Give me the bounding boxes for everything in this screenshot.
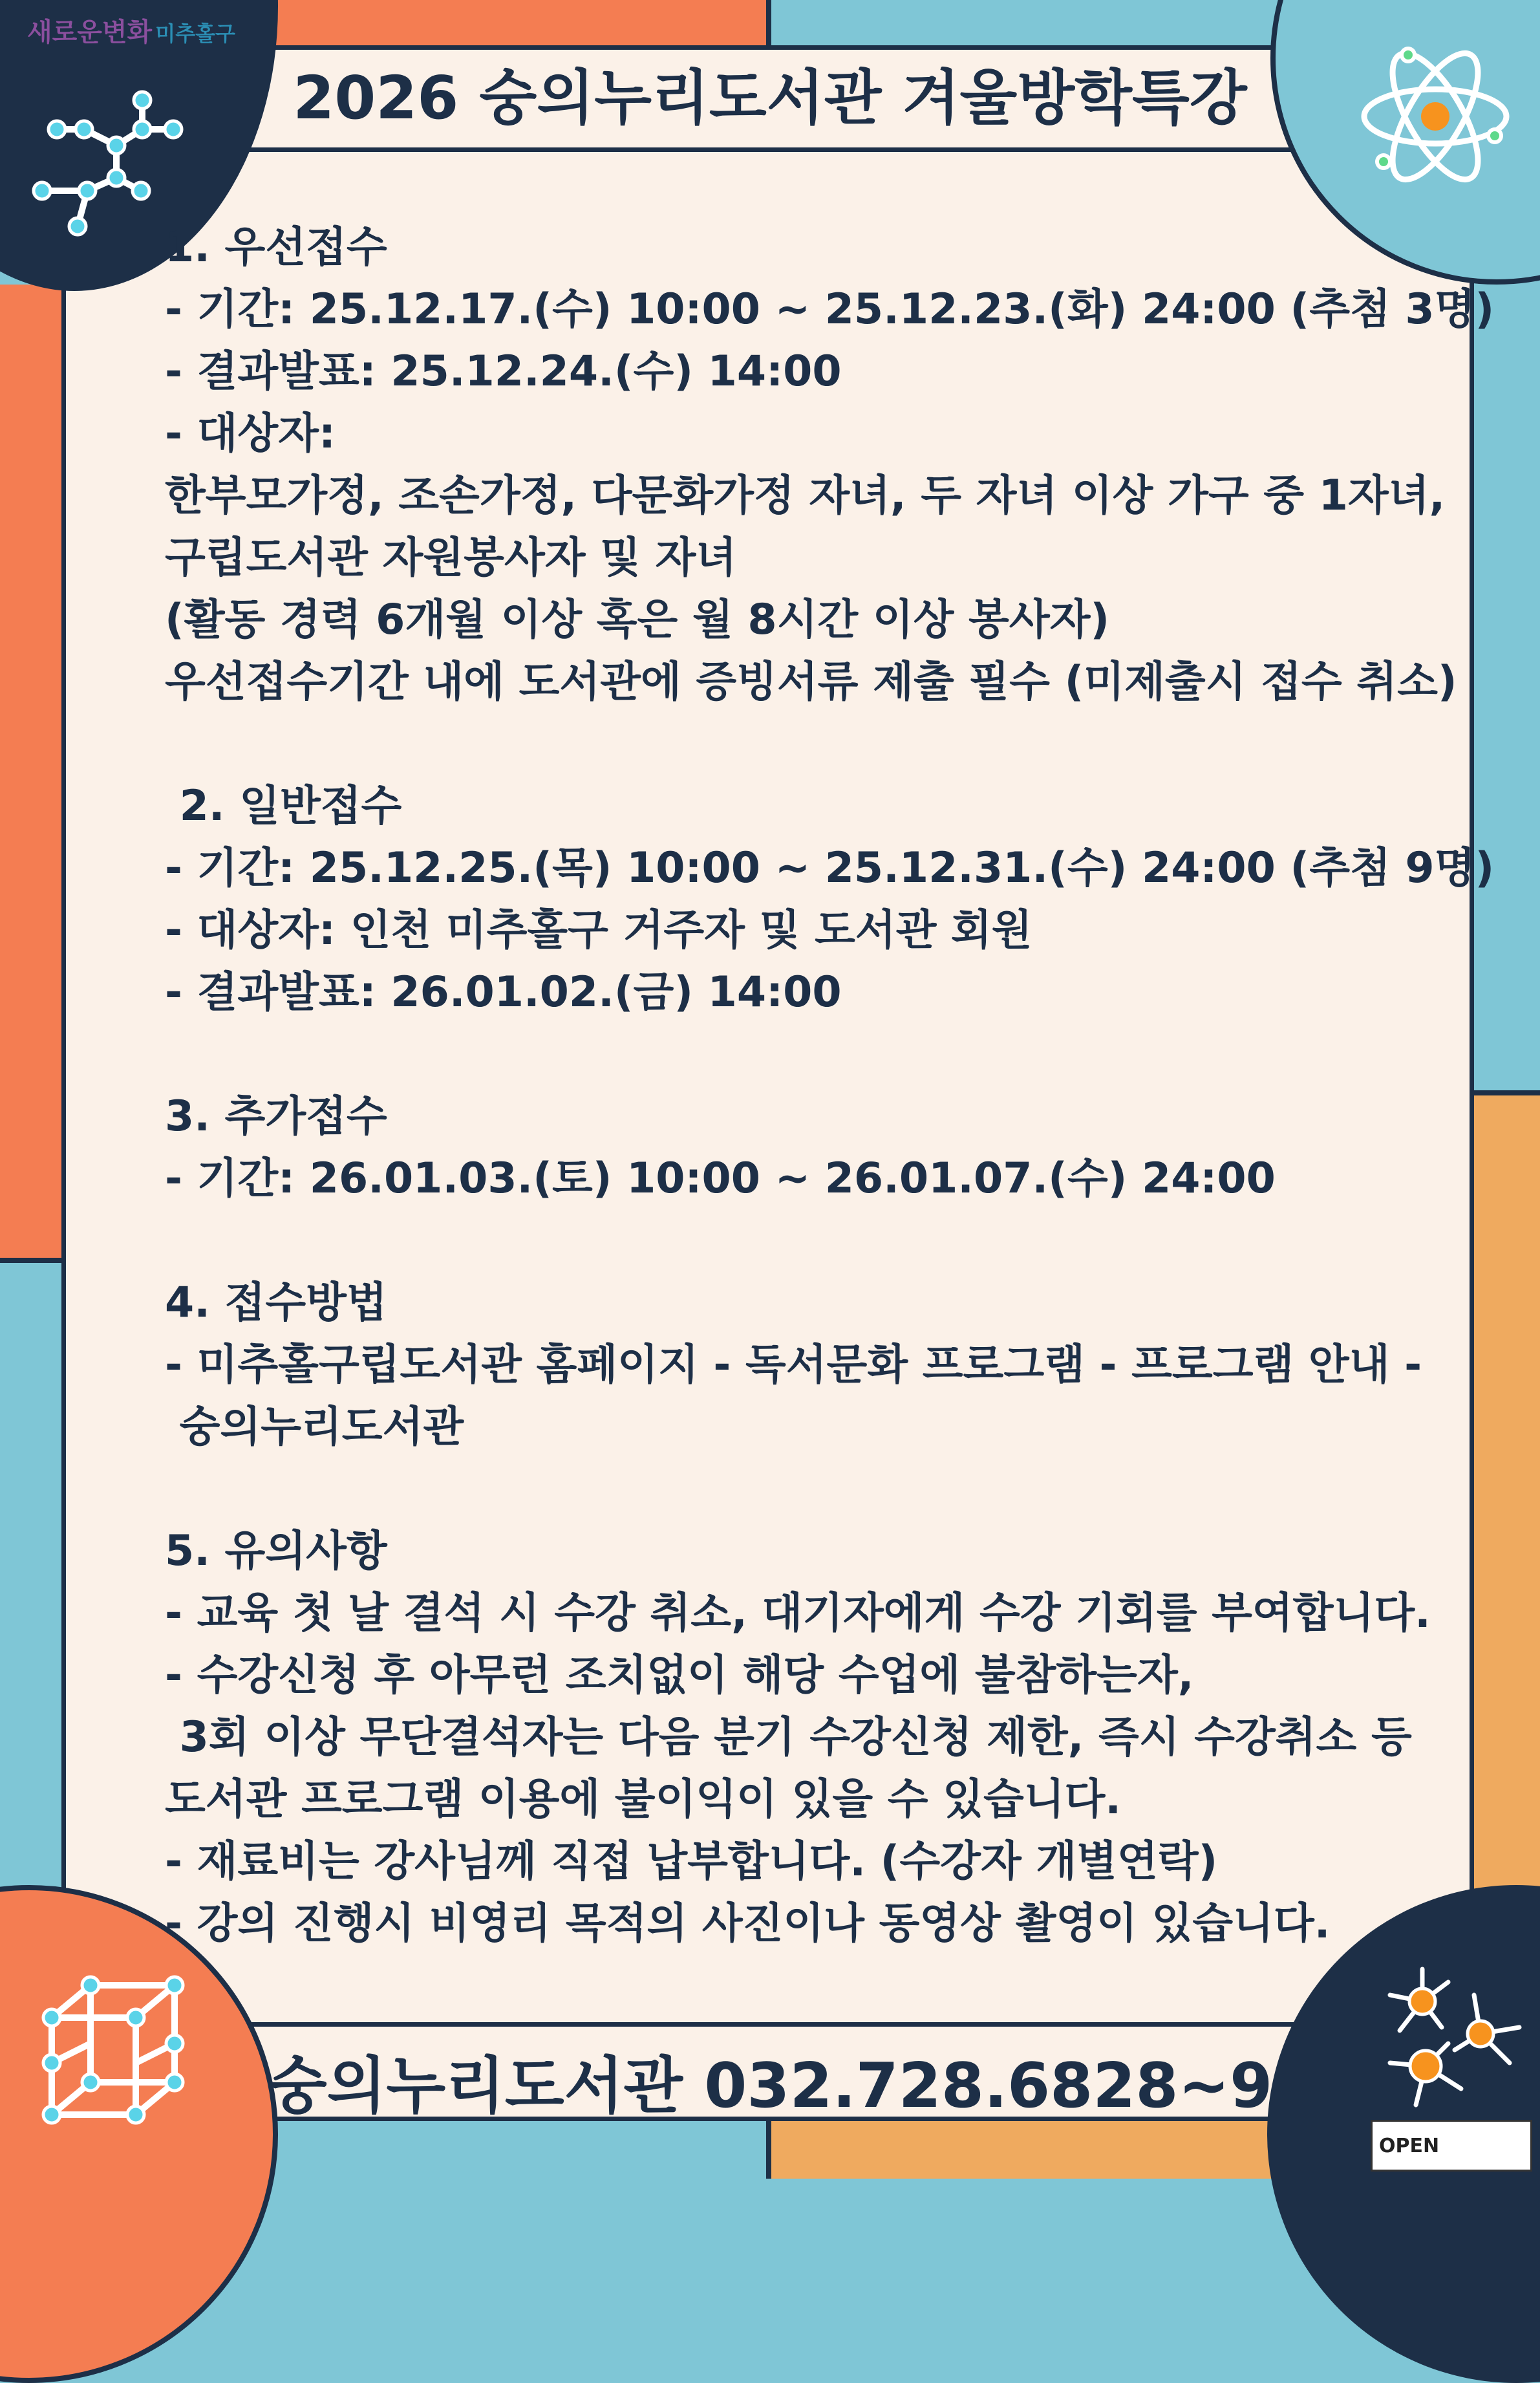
- spacer: [165, 1024, 1413, 1086]
- section-heading: 1. 우선접수: [165, 223, 387, 272]
- bg-block-orange-top: [272, 0, 769, 45]
- section-notes: [165, 1520, 1431, 1955]
- body-line: - 수강신청 후 아무런 조치없이 해당 수업에 불참하는자,: [165, 1651, 1194, 1699]
- body-line: 숭의누리도서관: [165, 1403, 464, 1451]
- district-logo: [27, 12, 235, 49]
- notice-body: [165, 217, 1495, 1955]
- body-line: 도서관 프로그램 이용에 불이익이 있을 수 있습니다.: [165, 1775, 1122, 1824]
- body-line: - 대상자: 인천 미추홀구 거주자 및 도서관 회원: [165, 906, 1032, 954]
- body-line: 우선접수기간 내에 도서관에 증빙서류 제출 필수 (미제출시 접수 취소): [165, 658, 1457, 706]
- section-heading: 4. 접수방법: [165, 1278, 387, 1327]
- spacer: [165, 1210, 1413, 1272]
- bg-block-teal-left: [0, 1261, 61, 1940]
- bg-block-orange-left: [0, 285, 61, 1261]
- body-line: - 교육 첫 날 결석 시 수강 취소, 대기자에게 수강 기회를 부여합니다.: [165, 1589, 1431, 1637]
- footer-divider: [61, 2022, 1474, 2027]
- body-line: (활동 경력 6개월 이상 혹은 월 8시간 이상 봉사자): [165, 596, 1110, 644]
- body-line: - 대상자:: [165, 409, 336, 458]
- logo-sub-text: 미추홀구: [155, 21, 235, 46]
- body-line: 한부모가정, 조손가정, 다문화가정 자녀, 두 자녀 이상 가구 중 1자녀,: [165, 471, 1446, 520]
- section-additional: [165, 1086, 1413, 1210]
- section-method: [165, 1272, 1422, 1458]
- body-line: - 기간: 26.01.03.(토) 10:00 ~ 26.01.07.(수) 24:00: [165, 1154, 1276, 1203]
- section-heading: 2. 일반접수: [165, 782, 402, 830]
- spacer: [165, 1458, 1413, 1520]
- logo-main-text: 새로운변화: [27, 17, 153, 47]
- page-title: 2026 숭의누리도서관 겨울방학특강: [293, 63, 1247, 133]
- body-line: - 기간: 25.12.17.(수) 10:00 ~ 25.12.23.(화) 24:00 (추첨 3명): [165, 285, 1495, 334]
- bg-divider: [766, 2121, 771, 2179]
- body-line: - 미추홀구립도서관 홈페이지 - 독서문화 프로그램 - 프로그램 안내 -: [165, 1341, 1422, 1389]
- bg-divider: [0, 1258, 61, 1263]
- bg-divider: [1474, 1090, 1540, 1095]
- section-heading: 3. 추가접수: [165, 1092, 387, 1141]
- bg-block-amber-right: [1474, 1093, 1540, 1934]
- section-heading: 5. 유의사항: [165, 1527, 387, 1575]
- body-line: 구립도서관 자원봉사자 및 자녀: [165, 534, 737, 582]
- body-line: - 결과발표: 25.12.24.(수) 14:00: [165, 347, 842, 396]
- body-line: 3회 이상 무단결석자는 다음 분기 수강신청 제한, 즉시 수강취소 등: [165, 1713, 1412, 1762]
- body-line: - 강의 진행시 비영리 목적의 사진이나 동영상 촬영이 있습니다.: [165, 1899, 1331, 1948]
- footer-contact: 숭의누리도서관 032.728.6828~9: [267, 2051, 1273, 2122]
- section-general: [165, 775, 1495, 1024]
- title-divider: [61, 147, 1474, 152]
- open-license-badge: [1371, 2120, 1532, 2172]
- body-line: - 기간: 25.12.25.(목) 10:00 ~ 25.12.31.(수) 24:00 (추첨 9명): [165, 844, 1495, 892]
- bg-divider: [766, 0, 771, 45]
- bg-block-orange-bottom: [769, 2121, 1299, 2179]
- body-line: - 결과발표: 26.01.02.(금) 14:00: [165, 968, 842, 1017]
- bg-block-teal-bottom: [272, 2121, 769, 2179]
- spacer: [165, 713, 1413, 775]
- section-priority: [165, 217, 1495, 713]
- body-line: - 재료비는 강사님께 직접 납부합니다. (수강자 개별연락): [165, 1837, 1218, 1886]
- badge-label: OPEN: [1379, 2134, 1440, 2157]
